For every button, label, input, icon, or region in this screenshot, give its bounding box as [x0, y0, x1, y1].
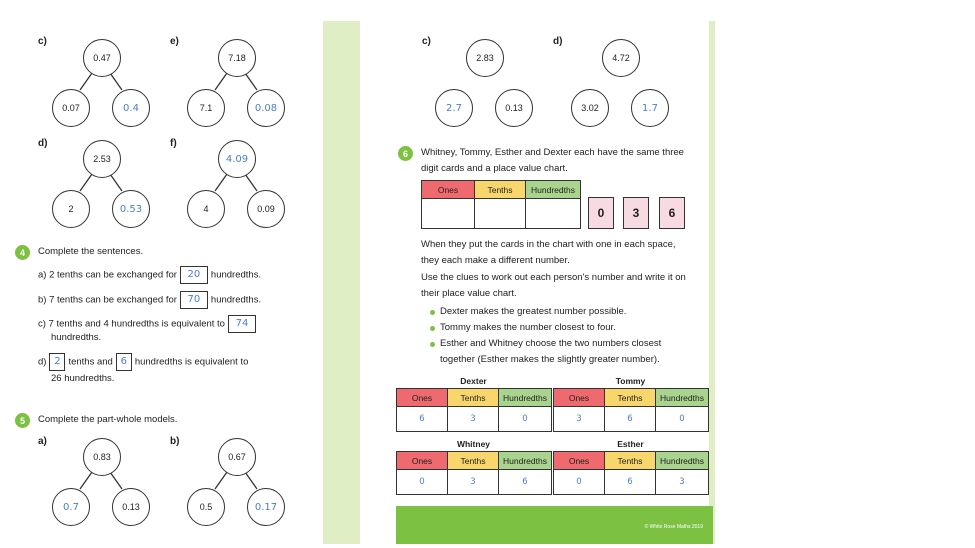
model-d-part1: 2	[52, 190, 90, 228]
right-model-c-whole: 2.83	[466, 39, 504, 77]
right-model-c-label: c)	[422, 36, 431, 47]
q6-para-line4: their place value chart.	[421, 288, 517, 299]
q4a-answer-box[interactable]: 20	[180, 266, 208, 284]
q4b-text: b) 7 tenths can be exchanged for	[38, 294, 177, 306]
question-4a	[38, 266, 261, 284]
question-4-number: 4	[15, 245, 30, 260]
pv-header-hundredths: Hundredths	[656, 389, 709, 407]
q4d-mid: tenths and	[68, 356, 113, 368]
pv-chart-tommy	[553, 388, 709, 432]
question-4b	[38, 291, 261, 309]
model-e-whole: 7.18	[218, 39, 256, 77]
clue-dexter: Dexter makes the greatest number possible.	[440, 306, 627, 317]
model-d-part2-answer: 0.53	[112, 190, 150, 228]
q5-model-a-part2: 0.13	[112, 488, 150, 526]
whitney-tenths-answer[interactable]: 3	[448, 470, 499, 495]
q6-intro-line1: Whitney, Tommy, Esther and Dexter each have the same three	[421, 147, 684, 158]
model-e-part2-answer: 0.08	[247, 89, 285, 127]
q5-model-b-label: b)	[170, 436, 180, 447]
q4c-post: hundredths.	[51, 332, 102, 343]
q4a-text: a) 2 tenths can be exchanged for	[38, 269, 177, 281]
model-f-label: f)	[170, 138, 177, 149]
question-6-number: 6	[398, 146, 413, 161]
bullet-icon	[430, 326, 435, 331]
model-e-label: e)	[170, 36, 179, 47]
pv-header-ones: Ones	[554, 452, 605, 470]
pv-header-tenths: Tenths	[605, 389, 656, 407]
pv-header-ones: Ones	[422, 181, 475, 199]
chart-name-tommy: Tommy	[615, 376, 646, 386]
clue-esther-whitney-2: together (Esther makes the slightly greater number).	[440, 354, 660, 365]
pv-header-hundredths: Hundredths	[499, 452, 552, 470]
pv-chart-esther	[553, 451, 709, 495]
q4b-post: hundredths.	[210, 294, 262, 306]
q4d-letter: d)	[38, 356, 47, 368]
q4a-post: hundredths.	[210, 269, 262, 281]
pv-header-tenths: Tenths	[605, 452, 656, 470]
bullet-icon	[430, 342, 435, 347]
digit-card-3: 3	[623, 197, 649, 229]
q5-model-a-whole: 0.83	[83, 438, 121, 476]
q4d-post: hundredths is equivalent to	[134, 356, 249, 368]
model-d-whole: 2.53	[83, 140, 121, 178]
q6-para-line3: Use the clues to work out each person's number and write it on	[421, 272, 686, 283]
right-model-c-part2: 0.13	[495, 89, 533, 127]
pv-chart-dexter	[396, 388, 552, 432]
pv-chart-whitney	[396, 451, 552, 495]
question-5-number: 5	[15, 413, 30, 428]
pv-header-ones: Ones	[554, 389, 605, 407]
clue-esther-whitney-1: Esther and Whitney choose the two numbers closest	[440, 338, 662, 349]
dexter-hundredths-answer[interactable]: 0	[499, 407, 552, 432]
model-c-part1: 0.07	[52, 89, 90, 127]
model-e-part1: 7.1	[187, 89, 225, 127]
esther-tenths-answer[interactable]: 6	[605, 470, 656, 495]
q4d-post2: 26 hundredths.	[51, 373, 115, 384]
pv-header-ones: Ones	[397, 389, 448, 407]
q4b-answer-box[interactable]: 70	[180, 291, 208, 309]
pv-header-hundredths: Hundredths	[526, 181, 581, 199]
bullet-icon	[430, 310, 435, 315]
pv-header-hundredths: Hundredths	[499, 389, 552, 407]
copyright-text: © White Rose Maths 2019	[644, 524, 703, 530]
pv-header-tenths: Tenths	[475, 181, 526, 199]
q6-para-line2: they each make a different number.	[421, 255, 570, 266]
tommy-tenths-answer[interactable]: 6	[605, 407, 656, 432]
pv-header-tenths: Tenths	[448, 389, 499, 407]
digit-card-6: 6	[659, 197, 685, 229]
page-footer	[396, 506, 713, 544]
esther-hundredths-answer[interactable]: 3	[656, 470, 709, 495]
q4c-answer-box[interactable]: 74	[228, 315, 256, 333]
right-model-d-whole: 4.72	[602, 39, 640, 77]
pv-header-tenths: Tenths	[448, 452, 499, 470]
model-c-label: c)	[38, 36, 47, 47]
right-model-d-label: d)	[553, 36, 563, 47]
right-model-c-part1-answer: 2.7	[435, 89, 473, 127]
model-c-whole: 0.47	[83, 39, 121, 77]
right-model-d-part2-answer: 1.7	[631, 89, 669, 127]
question-5-title: Complete the part-whole models.	[38, 414, 178, 425]
pv-cell[interactable]	[422, 199, 475, 229]
tommy-ones-answer[interactable]: 3	[554, 407, 605, 432]
q5-model-b-whole: 0.67	[218, 438, 256, 476]
esther-ones-answer[interactable]: 0	[554, 470, 605, 495]
pv-header-hundredths: Hundredths	[656, 452, 709, 470]
clue-tommy: Tommy makes the number closest to four.	[440, 322, 616, 333]
digit-card-0: 0	[588, 197, 614, 229]
model-c-part2-answer: 0.4	[112, 89, 150, 127]
model-d-label: d)	[38, 138, 48, 149]
q4d-answer-box-1[interactable]: 2	[49, 353, 65, 371]
right-page-border	[709, 21, 715, 544]
question-4-title: Complete the sentences.	[38, 246, 144, 257]
page-gutter	[323, 21, 360, 544]
pv-header-ones: Ones	[397, 452, 448, 470]
empty-place-value-chart	[421, 180, 581, 229]
chart-name-dexter: Dexter	[460, 376, 487, 386]
dexter-ones-answer[interactable]: 6	[397, 407, 448, 432]
whitney-ones-answer[interactable]: 0	[397, 470, 448, 495]
tommy-hundredths-answer[interactable]: 0	[656, 407, 709, 432]
model-f-part1: 4	[187, 190, 225, 228]
dexter-tenths-answer[interactable]: 3	[448, 407, 499, 432]
q5-model-b-part1: 0.5	[187, 488, 225, 526]
right-model-d-part1: 3.02	[571, 89, 609, 127]
q5-model-b-part2-answer: 0.17	[247, 488, 285, 526]
q6-intro-line2: digit cards and a place value chart.	[421, 163, 568, 174]
question-4d	[38, 353, 248, 371]
whitney-hundredths-answer[interactable]: 6	[499, 470, 552, 495]
model-f-part2: 0.09	[247, 190, 285, 228]
q4c-text: c) 7 tenths and 4 hundredths is equivalent to	[38, 318, 225, 330]
q5-model-a-label: a)	[38, 436, 47, 447]
q4d-answer-box-2[interactable]: 6	[116, 353, 132, 371]
chart-name-esther: Esther	[617, 439, 644, 449]
chart-name-whitney: Whitney	[456, 439, 491, 449]
pv-cell[interactable]	[475, 199, 526, 229]
q6-para-line1: When they put the cards in the chart with one in each space,	[421, 239, 676, 250]
model-f-whole-answer: 4.09	[218, 140, 256, 178]
pv-cell[interactable]	[526, 199, 581, 229]
q5-model-a-part1-answer: 0.7	[52, 488, 90, 526]
